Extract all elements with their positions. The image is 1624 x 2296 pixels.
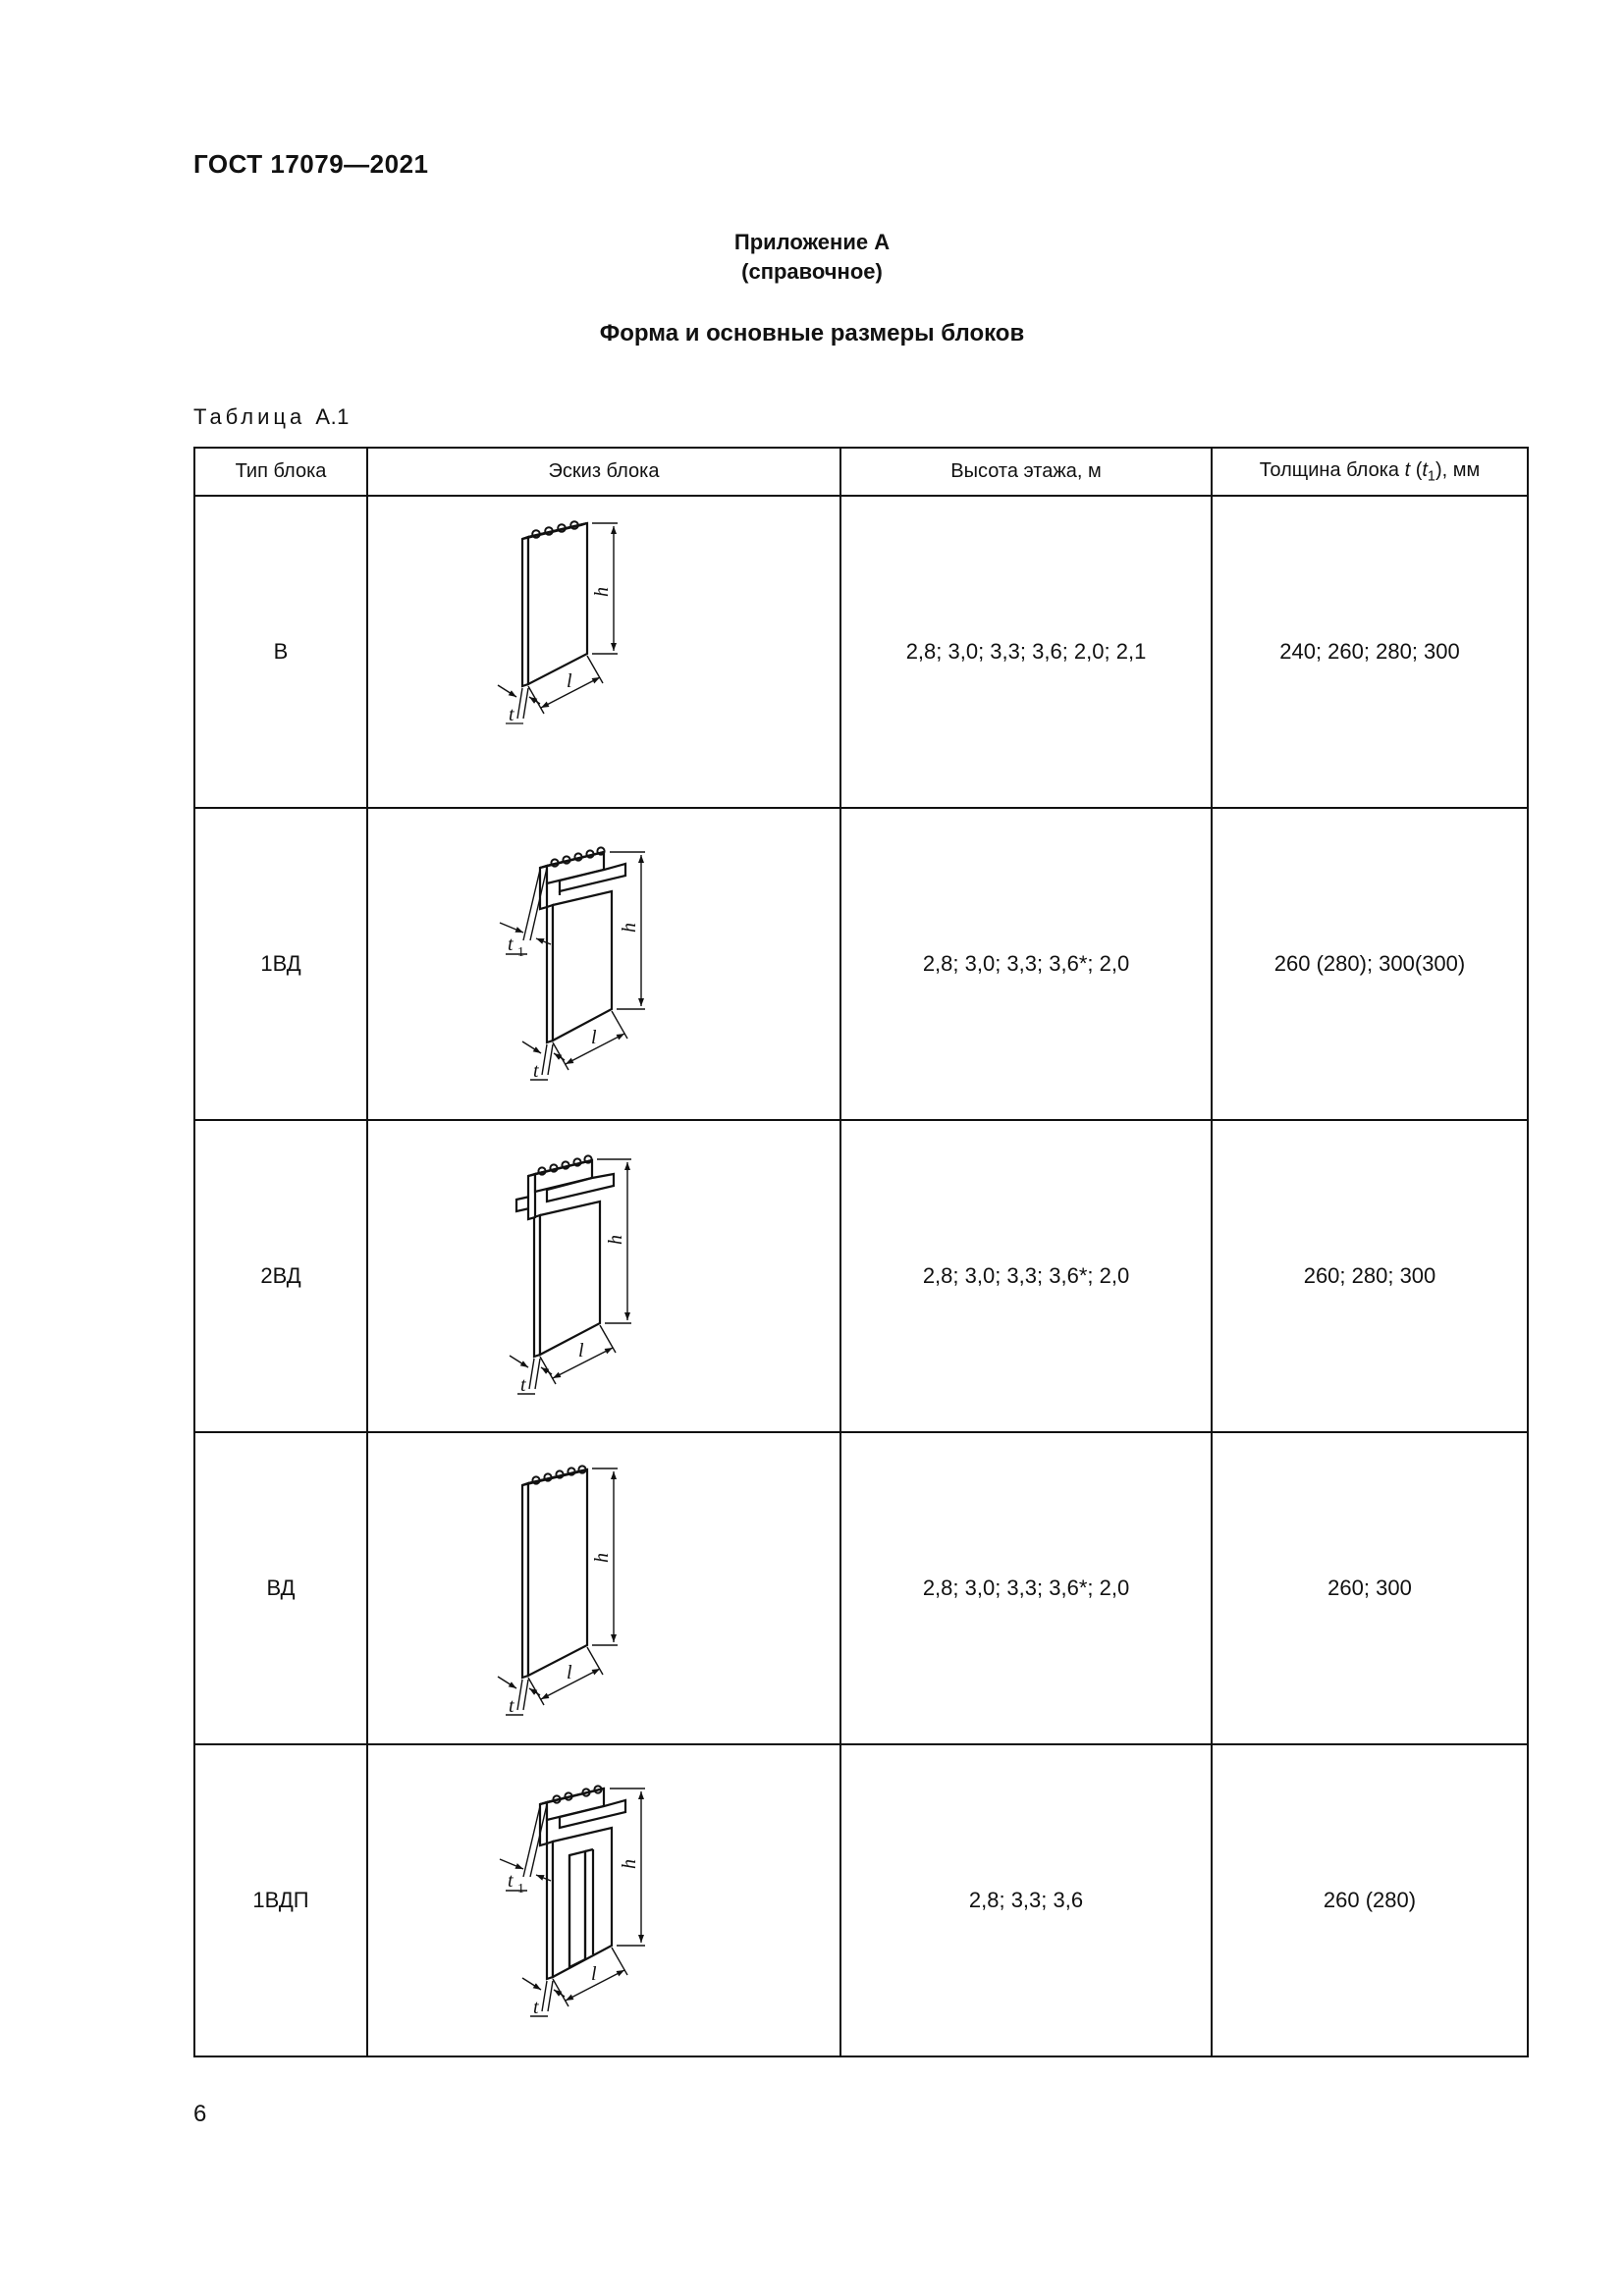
block-sketch-1vd	[486, 817, 722, 1111]
block-sketch-2vd	[486, 1129, 722, 1423]
thickness-cell: 260; 300	[1212, 1432, 1528, 1744]
thickness-suffix: ), мм	[1435, 458, 1481, 481]
appendix-title: Приложение А	[733, 230, 891, 254]
sketch-label-h: h	[591, 1553, 613, 1563]
block-type-cell: 1ВДП	[194, 1744, 367, 2056]
thickness-var1: t	[1422, 458, 1428, 481]
sketch-label-t: t	[533, 1997, 539, 2018]
block-sketch-cell	[367, 808, 840, 1120]
block-sketch-cell	[367, 1120, 840, 1432]
sketch-label-h: h	[605, 1235, 626, 1245]
table-row	[194, 808, 1528, 1120]
sketch-label-t: t	[509, 1695, 514, 1717]
sketch-label-l: l	[578, 1340, 584, 1362]
appendix-subtitle: (справочное)	[741, 259, 883, 284]
thickness-var: t	[1404, 458, 1411, 481]
header-block-type: Тип блока	[194, 448, 367, 496]
thickness-prefix: Толщина блока	[1259, 458, 1405, 481]
sketch-label-l: l	[591, 1963, 597, 1985]
sketch-label-t: t	[533, 1060, 539, 1082]
sketch-label-h: h	[591, 587, 613, 597]
header-block-sketch: Эскиз блока	[367, 448, 840, 496]
sketch-label-l: l	[591, 1027, 597, 1048]
floor-height-cell: 2,8; 3,0; 3,3; 3,6*; 2,0	[840, 808, 1212, 1120]
sketch-label-l: l	[567, 670, 572, 692]
page-number: 6	[193, 2101, 207, 2127]
standard-code: ГОСТ 17079—2021	[193, 149, 429, 179]
sketch-label-t: t	[520, 1374, 526, 1396]
thickness-cell: 240; 260; 280; 300	[1212, 496, 1528, 808]
thickness-cell: 260; 280; 300	[1212, 1120, 1528, 1432]
header-floor-height: Высота этажа, м	[840, 448, 1212, 496]
header-block-thickness	[1212, 448, 1528, 496]
appendix-heading	[0, 228, 1624, 287]
table-caption-label: Таблица	[193, 404, 306, 429]
block-type-cell: В	[194, 496, 367, 808]
sketch-label-t1-sub: 1	[517, 1882, 524, 1896]
block-sketch-1vdp	[486, 1753, 722, 2048]
table-row	[194, 1744, 1528, 2056]
table-row	[194, 1432, 1528, 1744]
thickness-cell: 260 (280)	[1212, 1744, 1528, 2056]
block-sketch-cell	[367, 1432, 840, 1744]
block-sketch-vd	[486, 1441, 722, 1735]
block-sketch-cell	[367, 496, 840, 808]
floor-height-cell: 2,8; 3,0; 3,3; 3,6*; 2,0	[840, 1432, 1212, 1744]
blocks-table	[193, 447, 1529, 2057]
sketch-label-h: h	[619, 1859, 640, 1869]
table-row	[194, 1120, 1528, 1432]
floor-height-cell: 2,8; 3,0; 3,3; 3,6*; 2,0	[840, 1120, 1212, 1432]
thickness-sub: 1	[1427, 468, 1435, 485]
sketch-label-t1: t	[508, 1870, 514, 1892]
block-type-cell: 1ВД	[194, 808, 367, 1120]
block-type-cell: 2ВД	[194, 1120, 367, 1432]
sketch-label-t: t	[509, 704, 514, 725]
sketch-label-h: h	[619, 923, 640, 933]
table-caption-number: А.1	[315, 404, 350, 429]
sketch-label-t1-sub: 1	[517, 945, 524, 960]
floor-height-cell: 2,8; 3,0; 3,3; 3,6; 2,0; 2,1	[840, 496, 1212, 808]
block-sketch-cell	[367, 1744, 840, 2056]
sketch-label-l: l	[567, 1662, 572, 1683]
thickness-paren-open: (	[1410, 458, 1423, 481]
sketch-label-t1: t	[508, 934, 514, 955]
table-caption	[193, 404, 350, 430]
table-header-row	[194, 448, 1528, 496]
block-type-cell: ВД	[194, 1432, 367, 1744]
table-row	[194, 496, 1528, 808]
block-sketch-v	[486, 505, 722, 799]
thickness-cell: 260 (280); 300(300)	[1212, 808, 1528, 1120]
section-title: Форма и основные размеры блоков	[599, 320, 1025, 347]
floor-height-cell: 2,8; 3,3; 3,6	[840, 1744, 1212, 2056]
